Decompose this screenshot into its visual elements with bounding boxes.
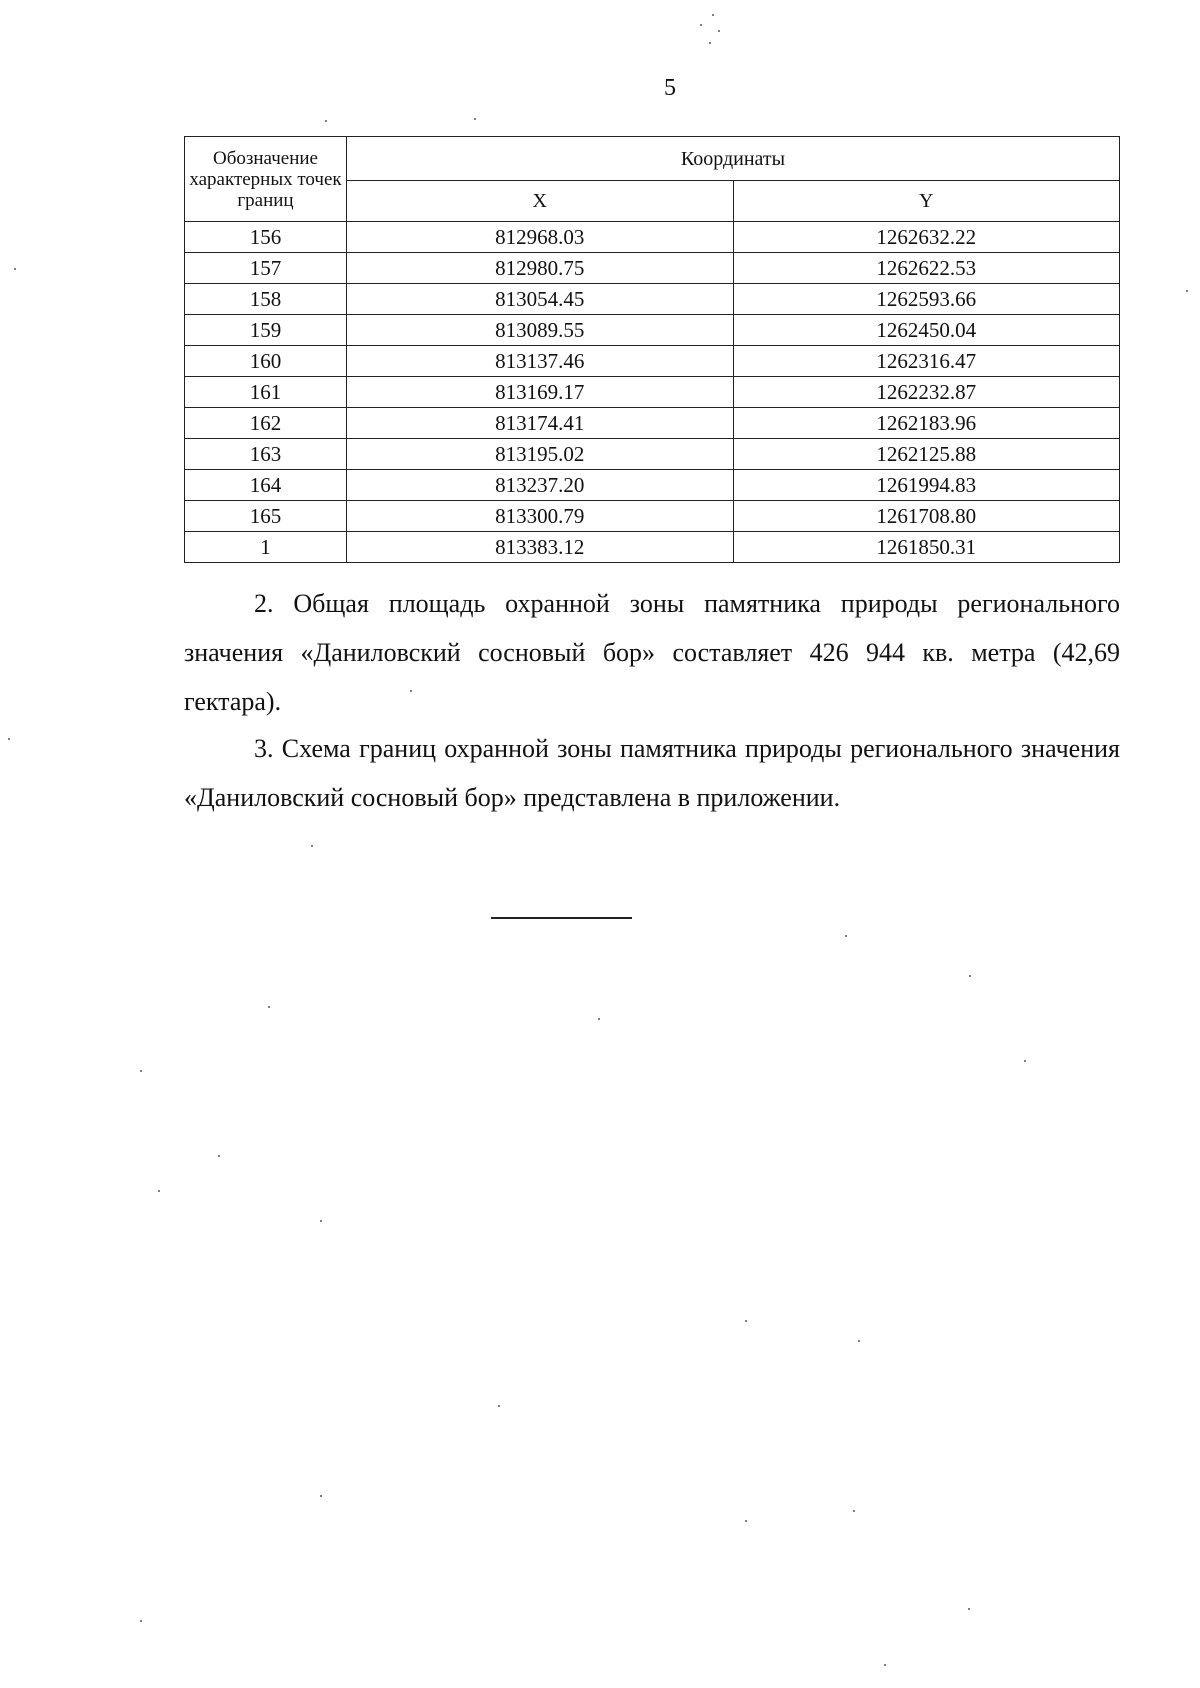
table-row <box>185 284 1120 315</box>
cell-point: 156 <box>185 222 347 253</box>
scan-speck <box>700 24 702 26</box>
header-y: Y <box>733 181 1120 222</box>
table-row <box>185 470 1120 501</box>
header-coordinates: Координаты <box>347 137 1120 181</box>
coordinates-table <box>184 136 1120 563</box>
scan-speck <box>498 1405 500 1407</box>
scan-speck <box>8 738 10 740</box>
cell-point: 165 <box>185 501 347 532</box>
table-row <box>185 315 1120 346</box>
cell-point: 162 <box>185 408 347 439</box>
cell-x: 813383.12 <box>347 532 734 563</box>
header-point-designation: Обозначение характерных точек границ <box>185 137 347 222</box>
cell-y: 1262593.66 <box>733 284 1120 315</box>
scan-speck <box>320 1220 322 1222</box>
cell-x: 813300.79 <box>347 501 734 532</box>
cell-y: 1262622.53 <box>733 253 1120 284</box>
cell-point: 1 <box>185 532 347 563</box>
table-row <box>185 346 1120 377</box>
cell-point: 157 <box>185 253 347 284</box>
cell-y: 1261994.83 <box>733 470 1120 501</box>
scan-speck <box>712 14 714 16</box>
scan-speck <box>858 1340 860 1342</box>
scan-speck <box>968 1608 970 1610</box>
scan-speck <box>718 30 720 32</box>
cell-point: 159 <box>185 315 347 346</box>
table-row <box>185 253 1120 284</box>
table-row <box>185 501 1120 532</box>
scan-speck <box>325 120 327 122</box>
cell-y: 1262232.87 <box>733 377 1120 408</box>
cell-x: 813174.41 <box>347 408 734 439</box>
cell-x: 813169.17 <box>347 377 734 408</box>
cell-x: 812968.03 <box>347 222 734 253</box>
scan-speck <box>845 935 847 937</box>
table-row <box>185 377 1120 408</box>
scan-speck <box>218 1155 220 1157</box>
scan-speck <box>311 845 313 847</box>
scan-speck <box>709 42 711 44</box>
scan-speck <box>14 268 16 270</box>
scan-speck <box>598 1018 600 1020</box>
paragraph-total-area: 2. Общая площадь охранной зоны памятника природы регионального значения «Даниловский сосновый бор» составляет 426 944 кв. метра (42,69 гектара). <box>184 589 1120 716</box>
cell-x: 813089.55 <box>347 315 734 346</box>
cell-point: 163 <box>185 439 347 470</box>
cell-x: 813237.20 <box>347 470 734 501</box>
scan-speck <box>410 690 412 692</box>
table-row <box>185 222 1120 253</box>
cell-y: 1261850.31 <box>733 532 1120 563</box>
scan-speck <box>853 1510 855 1512</box>
table-row <box>185 408 1120 439</box>
cell-point: 164 <box>185 470 347 501</box>
scan-speck <box>884 1664 886 1666</box>
table-row <box>185 532 1120 563</box>
paragraph-boundary-scheme: 3. Схема границ охранной зоны памятника природы регионального значения «Даниловский сосновый бор» представлена в приложении. <box>184 734 1120 812</box>
cell-y: 1262450.04 <box>733 315 1120 346</box>
cell-y: 1262183.96 <box>733 408 1120 439</box>
cell-x: 813137.46 <box>347 346 734 377</box>
scan-speck <box>140 1620 142 1622</box>
cell-x: 813195.02 <box>347 439 734 470</box>
scan-speck <box>1024 1060 1026 1062</box>
cell-y: 1262316.47 <box>733 346 1120 377</box>
table-row <box>185 439 1120 470</box>
scan-speck <box>158 1190 160 1192</box>
cell-y: 1261708.80 <box>733 501 1120 532</box>
cell-x: 813054.45 <box>347 284 734 315</box>
closing-rule <box>491 917 632 919</box>
cell-y: 1262125.88 <box>733 439 1120 470</box>
scan-speck <box>474 118 476 120</box>
scan-speck <box>745 1320 747 1322</box>
scan-speck <box>1186 290 1188 292</box>
cell-x: 812980.75 <box>347 253 734 284</box>
page-number: 5 <box>664 75 676 101</box>
cell-point: 158 <box>185 284 347 315</box>
cell-point: 160 <box>185 346 347 377</box>
scan-speck <box>140 1070 142 1072</box>
scan-speck <box>969 975 971 977</box>
scan-speck <box>320 1495 322 1497</box>
cell-y: 1262632.22 <box>733 222 1120 253</box>
cell-point: 161 <box>185 377 347 408</box>
scan-speck <box>745 1520 747 1522</box>
scan-speck <box>268 1006 270 1008</box>
header-x: X <box>347 181 734 222</box>
